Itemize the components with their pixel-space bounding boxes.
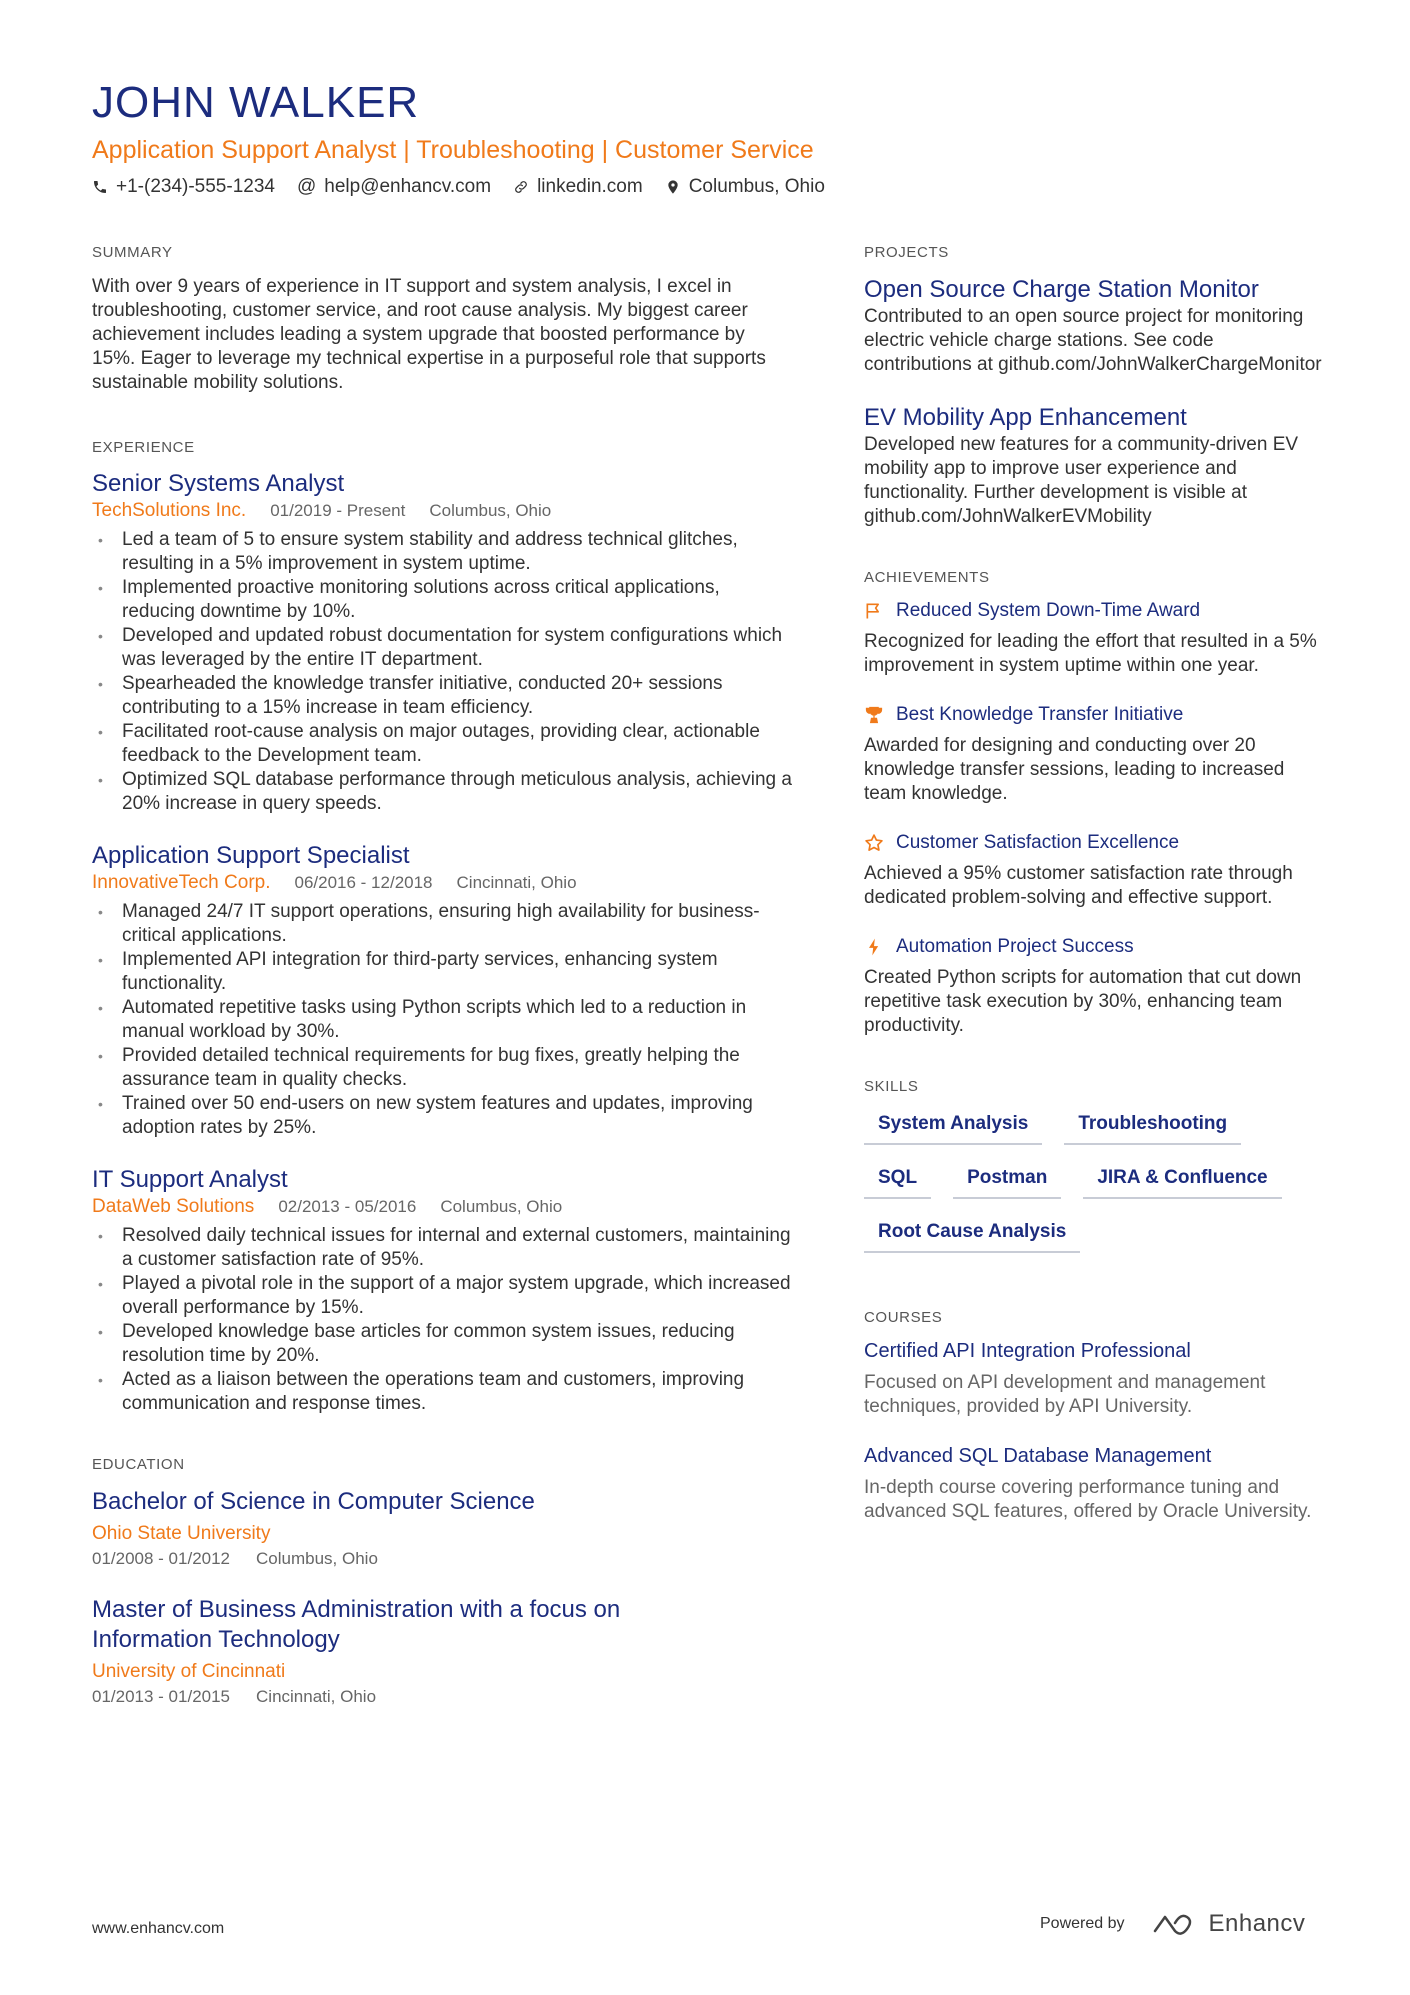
job-location: Columbus, Ohio [429, 501, 552, 520]
project-description: Contributed to an open source project for monitoring electric vehicle charge stations. See code contributions at github.com/JohnWalkerChargeMonitor [864, 306, 1322, 375]
course-entry [864, 1340, 1324, 1419]
trophy-icon [864, 705, 884, 725]
education-section [92, 1456, 792, 1707]
skill-tag: Postman [953, 1167, 1061, 1199]
job-dates: 02/2013 - 05/2016 [278, 1197, 417, 1216]
bullet-item: • Trained over 50 end-users on new system features and updates, improving adoption rates by 25%. [92, 1092, 792, 1140]
job-meta [92, 872, 792, 894]
education-meta [92, 1687, 792, 1707]
bullet-item: • Developed knowledge base articles for common system issues, reducing resolution time by 20%. [92, 1320, 792, 1368]
location-pin-icon [665, 179, 681, 195]
job-entry [92, 470, 792, 816]
bullet-item: • Led a team of 5 to ensure system stability and address technical glitches, resulting in a 5% improvement in system uptime. [92, 528, 792, 576]
bullet-item: • Implemented proactive monitoring solutions across critical applications, reducing downtime by 10%. [92, 576, 792, 624]
contact-linkedin[interactable] [513, 176, 643, 198]
location-text: Columbus, Ohio [688, 176, 825, 197]
job-title: IT Support Analyst [92, 1166, 288, 1193]
projects-section [864, 244, 1324, 529]
achievement-header [864, 936, 1324, 958]
enhancv-logo-icon [1151, 1911, 1199, 1937]
linkedin-text: linkedin.com [537, 176, 643, 197]
skills-list [864, 1113, 1304, 1253]
job-entry [92, 842, 792, 1140]
course-description: In-depth course covering performance tuning and advanced SQL features, offered by Oracle University. [864, 1477, 1312, 1522]
job-bullets [92, 900, 792, 1140]
section-title-achievements: ACHIEVEMENTS [864, 569, 990, 586]
enhancv-logo[interactable] [1151, 1910, 1306, 1938]
bullet-item: • Implemented API integration for third-party services, enhancing system functionality. [92, 948, 792, 996]
achievement-entry [864, 832, 1324, 910]
skill-tag: JIRA & Confluence [1083, 1167, 1281, 1199]
phone-text: +1-(234)-555-1234 [116, 176, 275, 197]
bolt-icon [864, 937, 884, 957]
link-icon [513, 179, 529, 195]
job-dates: 01/2019 - Present [270, 501, 406, 520]
project-entry [864, 275, 1324, 377]
skill-tag: Troubleshooting [1064, 1113, 1241, 1145]
headline: Application Support Analyst | Troubleshooting | Customer Service [92, 136, 814, 164]
bullet-item: • Resolved daily technical issues for internal and external customers, maintaining a customer satisfaction rate of 95%. [92, 1224, 792, 1272]
achievement-header [864, 600, 1324, 622]
achievements-section [864, 569, 1324, 1038]
company-name: InnovativeTech Corp. [92, 872, 271, 893]
education-meta [92, 1549, 792, 1569]
job-meta [92, 1196, 792, 1218]
achievement-title: Customer Satisfaction Excellence [896, 832, 1180, 853]
experience-section [92, 439, 792, 1416]
skills-section [864, 1078, 1324, 1253]
bullet-item: • Developed and updated robust documentation for system configurations which was leveraged by the entire IT department. [92, 624, 792, 672]
job-dates: 06/2016 - 12/2018 [294, 873, 433, 892]
school-name: University of Cincinnati [92, 1661, 286, 1682]
job-bullets [92, 528, 792, 816]
job-bullets [92, 1224, 792, 1416]
project-description: Developed new features for a community-driven EV mobility app to improve user experience and functionality. Further development is visible at github.com/JohnWalkerEVMobility [864, 434, 1299, 527]
achievement-entry [864, 704, 1324, 806]
bullet-item: • Optimized SQL database performance through meticulous analysis, achieving a 20% increase in query speeds. [92, 768, 792, 816]
achievement-description: Created Python scripts for automation that cut down repetitive task execution by 30%, enhancing team productivity. [864, 967, 1302, 1036]
degree-title: Bachelor of Science in Computer Science [92, 1488, 535, 1515]
achievement-header [864, 832, 1324, 854]
company-name: TechSolutions Inc. [92, 500, 247, 521]
section-title-summary: SUMMARY [92, 244, 173, 261]
right-column [864, 244, 1324, 1568]
skill-tag: System Analysis [864, 1113, 1042, 1145]
skill-tag: SQL [864, 1167, 931, 1199]
education-entry [92, 1487, 792, 1569]
flag-icon [864, 601, 884, 621]
bullet-item: • Spearheaded the knowledge transfer initiative, conducted 20+ sessions contributing to a 15% increase in team efficiency. [92, 672, 792, 720]
achievement-entry [864, 936, 1324, 1038]
job-entry [92, 1166, 792, 1416]
powered-by-text: Powered by [1040, 1915, 1125, 1932]
achievement-title: Reduced System Down-Time Award [896, 600, 1201, 621]
course-title: Certified API Integration Professional [864, 1340, 1191, 1362]
bullet-item: • Played a pivotal role in the support of a major system upgrade, which increased overall performance by 15%. [92, 1272, 792, 1320]
job-location: Columbus, Ohio [440, 1197, 563, 1216]
section-title-projects: PROJECTS [864, 244, 949, 261]
bullet-item: • Managed 24/7 IT support operations, ensuring high availability for business-critical applications. [92, 900, 792, 948]
summary-text: With over 9 years of experience in IT support and system analysis, I excel in troubleshooting, customer service, and root cause analysis. My biggest career achievement includes leading a system upgrade that boosted performance by 15%. Eager to leverage my technical expertise in a purposeful role that supports sustainable mobility solutions. [92, 276, 766, 393]
job-title: Application Support Specialist [92, 842, 410, 869]
at-icon: @ [296, 176, 317, 197]
star-icon [864, 833, 884, 853]
achievement-description: Recognized for leading the effort that resulted in a 5% improvement in system uptime within one year. [864, 631, 1317, 676]
education-dates: 01/2013 - 01/2015 [92, 1687, 231, 1706]
course-title: Advanced SQL Database Management [864, 1445, 1212, 1467]
phone-icon [92, 179, 108, 195]
bullet-item: • Automated repetitive tasks using Python scripts which led to a reduction in manual workload by 30%. [92, 996, 792, 1044]
section-title-skills: SKILLS [864, 1078, 919, 1095]
candidate-name: JOHN WALKER [92, 78, 420, 127]
footer-website[interactable]: www.enhancv.com [92, 1920, 225, 1937]
bullet-item: • Facilitated root-cause analysis on major outages, providing clear, actionable feedback to the Development team. [92, 720, 792, 768]
bullet-item: • Provided detailed technical requirements for bug fixes, greatly helping the assurance team in quality checks. [92, 1044, 792, 1092]
achievement-title: Automation Project Success [896, 936, 1134, 957]
brand-name: Enhancv [1208, 1910, 1306, 1937]
skill-tag: Root Cause Analysis [864, 1221, 1080, 1253]
achievement-header [864, 704, 1324, 726]
achievement-entry [864, 600, 1324, 678]
email-text: help@enhancv.com [324, 176, 492, 197]
school-name: Ohio State University [92, 1523, 271, 1544]
education-location: Cincinnati, Ohio [256, 1687, 377, 1706]
course-entry [864, 1445, 1324, 1524]
bullet-item: • Acted as a liaison between the operations team and customers, improving communication and response times. [92, 1368, 792, 1416]
contact-location [665, 176, 825, 198]
achievement-description: Awarded for designing and conducting over 20 knowledge transfer sessions, leading to increased team knowledge. [864, 735, 1285, 804]
education-location: Columbus, Ohio [256, 1549, 378, 1568]
project-title: EV Mobility App Enhancement [864, 404, 1187, 431]
degree-title: Master of Business Administration with a focus on Information Technology [92, 1596, 621, 1653]
contact-row [92, 176, 825, 198]
education-dates: 01/2008 - 01/2012 [92, 1549, 231, 1568]
section-title-education: EDUCATION [92, 1456, 185, 1473]
job-location: Cincinnati, Ohio [456, 873, 577, 892]
achievement-title: Best Knowledge Transfer Initiative [896, 704, 1184, 725]
project-title: Open Source Charge Station Monitor [864, 276, 1259, 303]
courses-section [864, 1309, 1324, 1524]
company-name: DataWeb Solutions [92, 1196, 255, 1217]
job-title: Senior Systems Analyst [92, 470, 345, 497]
contact-phone[interactable] [92, 176, 275, 198]
section-title-courses: COURSES [864, 1309, 943, 1326]
section-title-experience: EXPERIENCE [92, 439, 195, 456]
achievement-description: Achieved a 95% customer satisfaction rate through dedicated problem-solving and effective support. [864, 863, 1293, 908]
project-entry [864, 403, 1324, 529]
footer-branding [1040, 1910, 1305, 1938]
summary-section [92, 244, 792, 395]
course-description: Focused on API development and management techniques, provided by API University. [864, 1372, 1266, 1417]
job-meta [92, 500, 792, 522]
left-column [92, 244, 792, 1751]
education-entry [92, 1595, 792, 1707]
contact-email[interactable] [297, 176, 491, 198]
